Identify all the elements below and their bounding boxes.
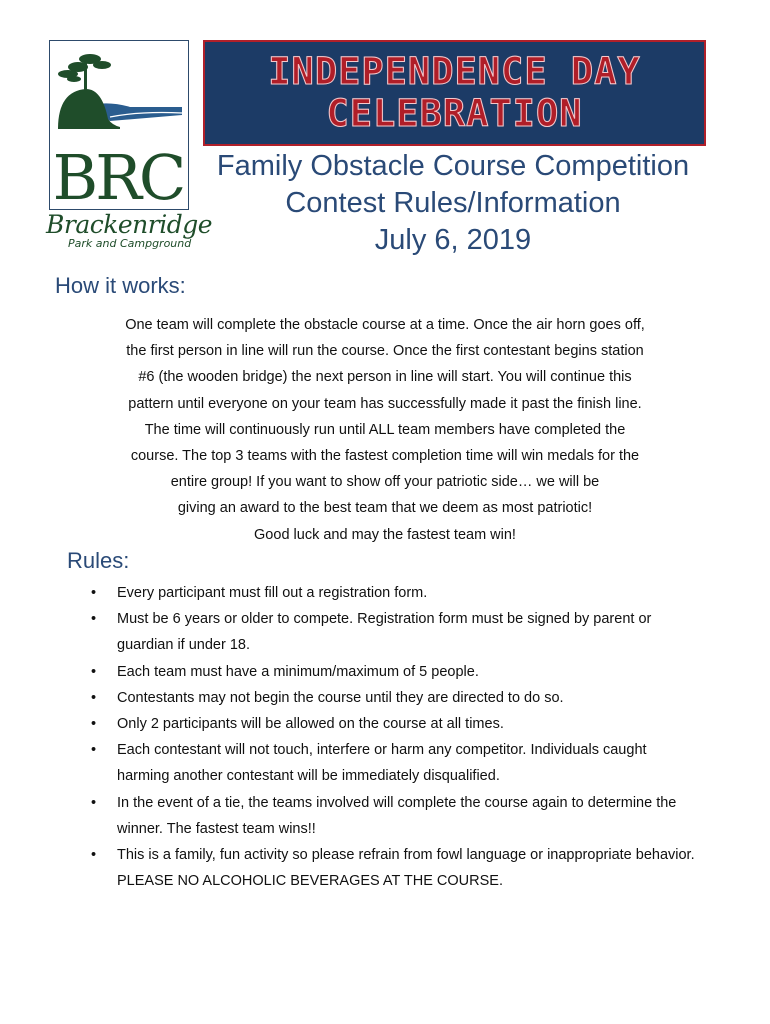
intro-line: giving an award to the best team that we deem as most patriotic! (177, 500, 593, 517)
page-title: Family Obstacle Course Competition (216, 150, 690, 182)
banner-line-1: INDEPENDENCE DAY (268, 50, 641, 93)
intro-line: The time will continuously run until ALL team members have completed the (144, 421, 626, 438)
intro-line: pattern until everyone on your team has successfully made it past the finish line. (128, 395, 642, 412)
logo-initials: BRC (52, 141, 184, 208)
rule-item: • Must be 6 years or older to compete. Registration form must be signed by parent or guardian if under 18. (90, 606, 700, 658)
brackenridge-logo (49, 40, 189, 210)
logo-subtitle: Park and Campground (68, 237, 192, 250)
page-subtitle: Contest Rules/Information (285, 187, 621, 219)
logo-name: Brackenridge (46, 210, 213, 239)
how-it-works-heading: How it works: (55, 273, 186, 298)
intro-line: course. The top 3 teams with the fastest completion time will win medals for the (130, 448, 640, 465)
intro-line: the first person in line will run the course. Once the first contestant begins station (126, 343, 644, 360)
intro-line: #6 (the wooden bridge) the next person in line will start. You will continue this (138, 369, 632, 386)
rule-item: • This is a family, fun activity so please refrain from fowl language or inappropriate behavior. PLEASE NO ALCOHOLIC BEVERAGES AT THE COURSE. (90, 842, 700, 894)
rule-item: • In the event of a tie, the teams involved will complete the course again to determine the winner. The fastest team wins!! (90, 790, 700, 842)
rule-item: • Every participant must fill out a registration form. (90, 580, 700, 606)
event-date: July 6, 2019 (374, 224, 532, 256)
intro-line: One team will complete the obstacle course at a time. Once the air horn goes off, (125, 317, 645, 333)
intro-line: Good luck and may the fastest team win! (254, 526, 516, 543)
event-banner (203, 40, 706, 146)
tree-lake-logo-icon (50, 41, 187, 208)
logo-wordmark (46, 210, 213, 250)
page-headings (193, 148, 713, 259)
how-it-works-body (82, 312, 688, 548)
banner-line-2: CELEBRATION (326, 92, 583, 135)
rule-item: • Only 2 participants will be allowed on the course at all times. (90, 711, 700, 737)
rule-item: • Each team must have a minimum/maximum of 5 people. (90, 659, 700, 685)
rules-heading: Rules: (67, 548, 130, 573)
rules-list (90, 580, 700, 894)
rule-item: • Each contestant will not touch, interfere or harm any competitor. Individuals caught harming another contestant will be immediately disqualified. (90, 737, 700, 789)
intro-line: entire group! If you want to show off your patriotic side… we will be (170, 474, 600, 491)
rule-item: • Contestants may not begin the course until they are directed to do so. (90, 685, 700, 711)
